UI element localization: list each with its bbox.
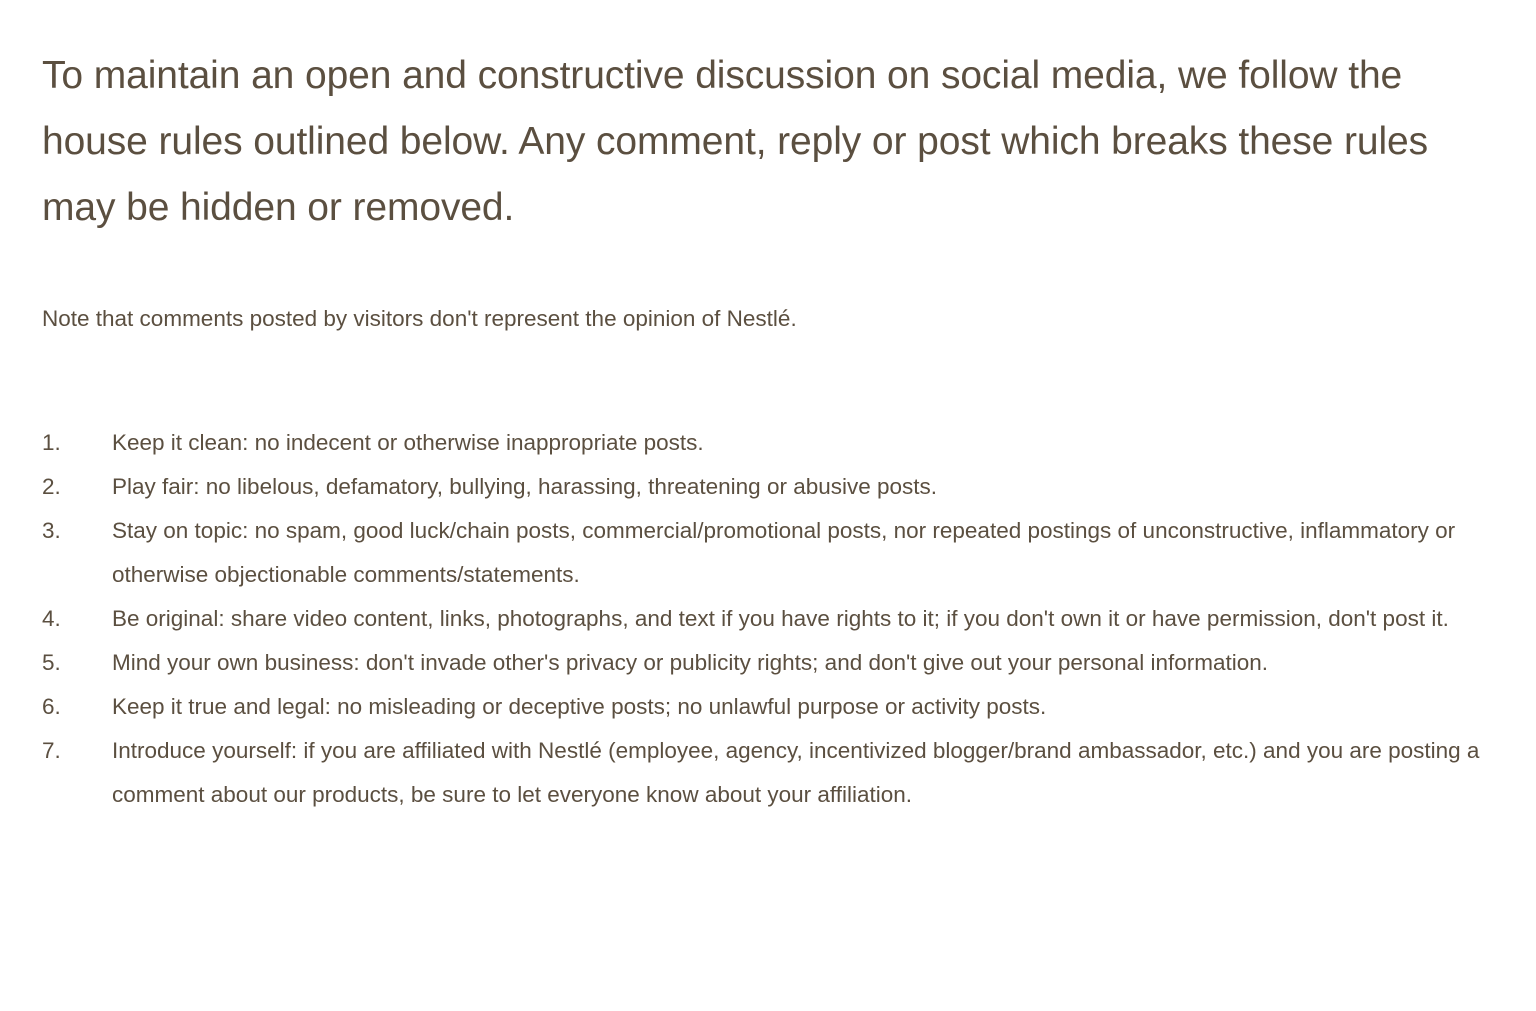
list-item-marker: 6. [42, 694, 61, 719]
list-item [42, 597, 1494, 641]
list-item [42, 509, 1494, 597]
list-item-text: Introduce yourself: if you are affiliated with Nestlé (employee, agency, incentivized blogger/brand ambassador, etc.) and you are posting a comment about our products, be sure to let everyone know about your affiliation. [112, 738, 1480, 807]
intro-paragraph: To maintain an open and constructive discussion on social media, we follow the house rules outlined below. Any comment, reply or post which breaks these rules may be hidden or removed. [42, 54, 1429, 229]
list-item-text: Be original: share video content, links, photographs, and text if you have rights to it; if you don't own it or have permission, don't post it. [112, 606, 1449, 631]
list-item-marker: 2. [42, 474, 61, 499]
list-item-text: Keep it true and legal: no misleading or deceptive posts; no unlawful purpose or activity posts. [112, 694, 1047, 719]
list-item-marker: 1. [42, 430, 61, 455]
list-item [42, 641, 1494, 685]
list-item-text: Mind your own business: don't invade other's privacy or publicity rights; and don't give out your personal information. [112, 650, 1269, 675]
list-item-text: Play fair: no libelous, defamatory, bullying, harassing, threatening or abusive posts. [112, 474, 938, 499]
house-rules-list [42, 336, 1494, 817]
list-item-marker: 7. [42, 738, 61, 763]
list-item-text: Keep it clean: no indecent or otherwise inappropriate posts. [112, 430, 704, 455]
list-item-marker: 3. [42, 518, 61, 543]
list-item-text: Stay on topic: no spam, good luck/chain posts, commercial/promotional posts, nor repeated postings of unconstructive, inflammatory or otherwise objectionable comments/statements. [112, 518, 1456, 587]
disclaimer-note: Note that comments posted by visitors don't represent the opinion of Nestlé. [42, 306, 797, 331]
list-item [42, 421, 1494, 465]
list-item [42, 685, 1494, 729]
list-item [42, 729, 1494, 817]
list-item-marker: 5. [42, 650, 61, 675]
list-item-marker: 4. [42, 606, 61, 631]
list-item [42, 465, 1494, 509]
